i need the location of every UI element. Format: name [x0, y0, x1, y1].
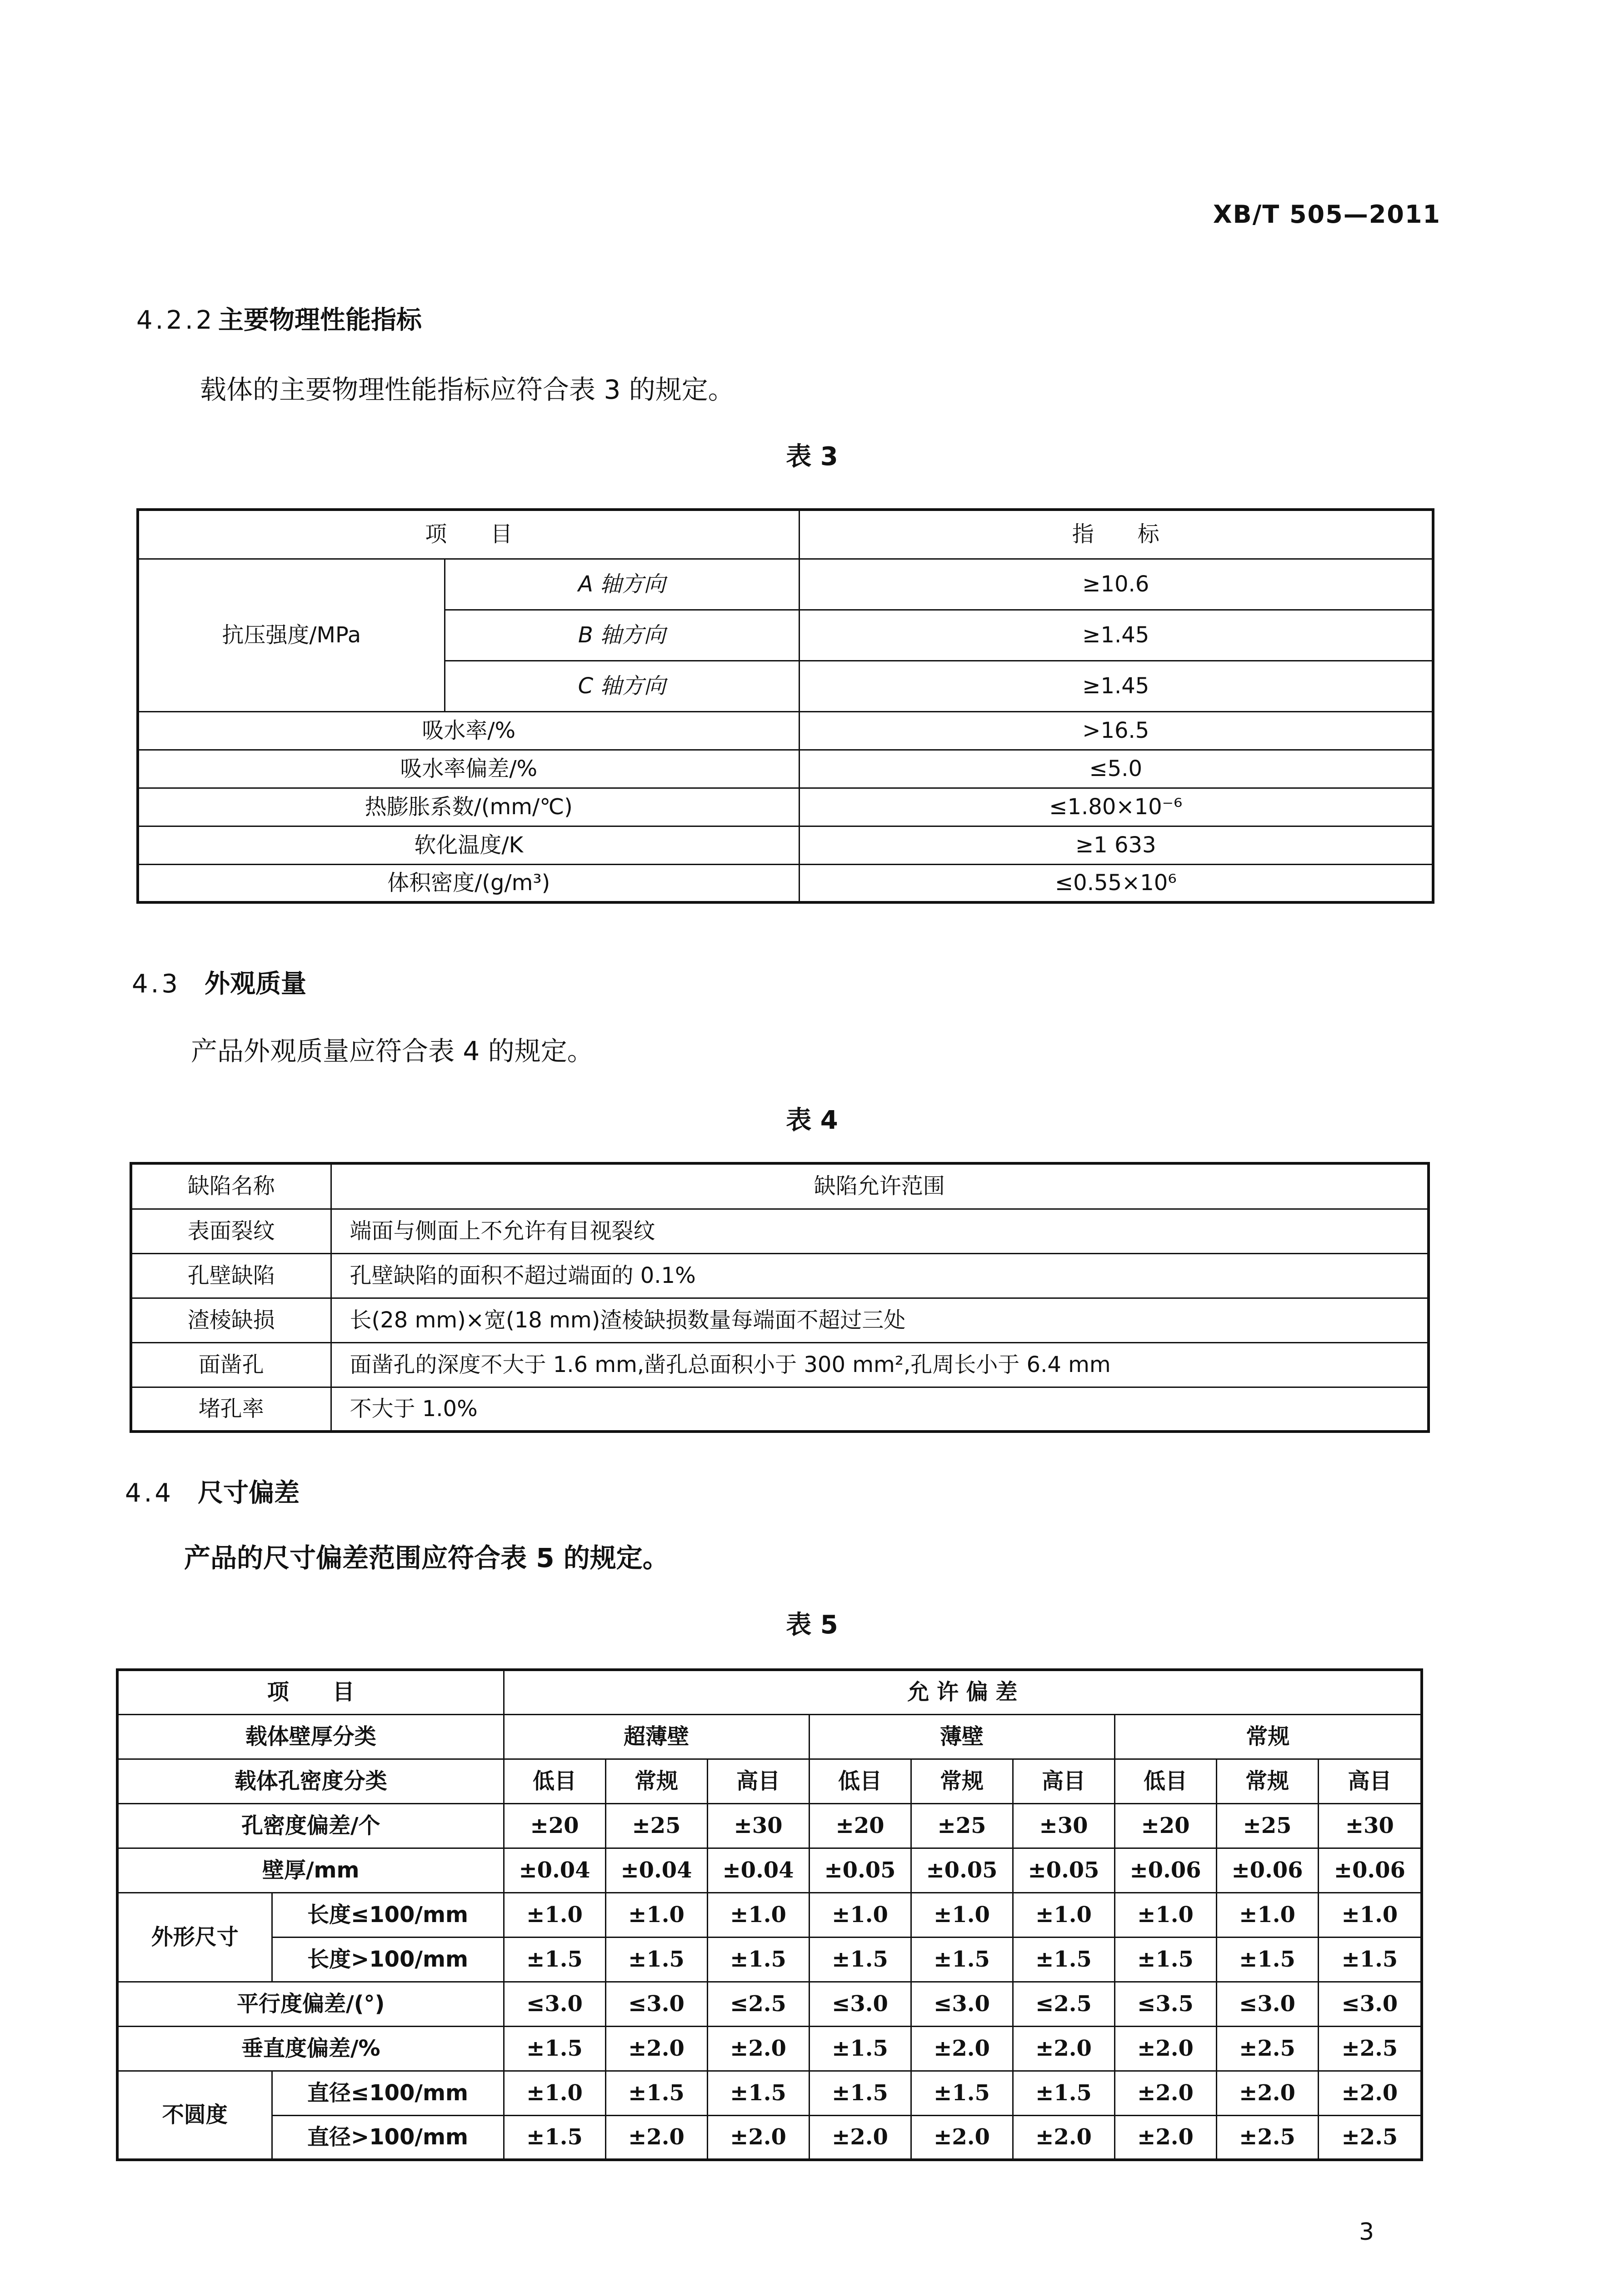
table-row [131, 1387, 1429, 1432]
value-cell: >16.5 [799, 711, 1433, 750]
value-cell: ≤3.0 [911, 1982, 1013, 2026]
value-cell: ≤3.0 [1216, 1982, 1318, 2026]
section-4-2-2-heading [136, 300, 422, 336]
table-4 [130, 1162, 1430, 1433]
value-cell: ±2.0 [1013, 2115, 1114, 2160]
wall-class-label: 载体壁厚分类 [117, 1714, 504, 1759]
table-row [117, 1848, 1422, 1892]
value-cell: ≤2.5 [707, 1982, 809, 2026]
value-cell: ±2.0 [809, 2115, 911, 2160]
table-row [138, 750, 1433, 788]
section-title: 主要物理性能指标 [218, 305, 422, 335]
value-cell: ±2.0 [605, 2026, 707, 2071]
value-cell: ±2.0 [1114, 2071, 1216, 2115]
row-group-label-cell: 外形尺寸 [117, 1892, 272, 1982]
value-cell: ±2.0 [911, 2115, 1013, 2160]
table-row [117, 2026, 1422, 2071]
value-cell: ±1.5 [707, 2071, 809, 2115]
row-label-cell: 平行度偏差/(°) [117, 1982, 504, 2026]
value-cell: ±1.5 [1013, 2071, 1114, 2115]
value-cell: ≤1.80×10⁻⁶ [799, 788, 1433, 826]
defect-range-cell: 孔壁缺陷的面积不超过端面的 0.1% [331, 1253, 1429, 1298]
value-cell: ±20 [809, 1803, 911, 1848]
value-cell: ±2.5 [1318, 2115, 1422, 2160]
value-cell: ±1.5 [911, 1937, 1013, 1982]
value-cell: ±1.0 [1318, 1892, 1422, 1937]
section-title: 尺寸偏差 [198, 1478, 300, 1508]
section-title: 外观质量 [205, 969, 306, 999]
page-number: 3 [1359, 2218, 1374, 2246]
value-cell: ±0.05 [1013, 1848, 1114, 1892]
table-5-header-row [117, 1670, 1422, 1714]
value-cell: ≤3.0 [605, 1982, 707, 2026]
value-cell: ±1.0 [1114, 1892, 1216, 1937]
value-cell: ±1.5 [1318, 1937, 1422, 1982]
compress-strength-label: 抗压强度/MPa [138, 559, 445, 711]
defect-range-cell: 长(28 mm)×宽(18 mm)渣棱缺损数量每端面不超过三处 [331, 1298, 1429, 1342]
value-cell: ±0.06 [1318, 1848, 1422, 1892]
table-row [131, 1209, 1429, 1253]
table-row [138, 559, 1433, 610]
table-4-caption: 表 4 [786, 1106, 838, 1135]
value-cell: ≤3.0 [1318, 1982, 1422, 2026]
value-cell: ≤0.55×10⁶ [799, 864, 1433, 902]
value-cell: ±1.5 [504, 1937, 605, 1982]
row-label-cell: 垂直度偏差/% [117, 2026, 504, 2071]
row-sub-label-cell: 长度≤100/mm [272, 1892, 504, 1937]
value-cell: ≥10.6 [799, 559, 1433, 610]
value-cell: ±1.5 [809, 2071, 911, 2115]
density-class-row [117, 1759, 1422, 1803]
value-cell: ±2.0 [1114, 2026, 1216, 2071]
defect-name-cell: 堵孔率 [131, 1387, 331, 1432]
table-row [117, 2071, 1422, 2115]
value-cell: ±25 [1216, 1803, 1318, 1848]
value-cell: ±1.0 [809, 1892, 911, 1937]
table-row [138, 864, 1433, 902]
value-cell: 高目 [1013, 1759, 1114, 1803]
table-header-cell: 缺陷允许范围 [331, 1163, 1429, 1209]
value-cell: ±1.5 [1216, 1937, 1318, 1982]
value-cell: ±2.0 [1013, 2026, 1114, 2071]
value-cell: ±2.0 [707, 2026, 809, 2071]
table-row [117, 1892, 1422, 1937]
table-header-cell: 允 许 偏 差 [504, 1670, 1422, 1714]
defect-range-cell: 端面与侧面上不允许有目视裂纹 [331, 1209, 1429, 1253]
table-row [138, 788, 1433, 826]
value-cell: ±20 [1114, 1803, 1216, 1848]
value-cell: ±0.05 [809, 1848, 911, 1892]
value-cell: ≤3.0 [809, 1982, 911, 2026]
table-3-caption: 表 3 [786, 442, 838, 471]
value-cell: ±1.5 [504, 2115, 605, 2160]
value-cell: ±1.5 [911, 2071, 1013, 2115]
value-cell: ±1.0 [1216, 1892, 1318, 1937]
value-cell: 低目 [504, 1759, 605, 1803]
defect-range-cell: 面凿孔的深度不大于 1.6 mm,凿孔总面积小于 300 mm²,孔周长小于 6.4 mm [331, 1342, 1429, 1387]
value-cell: ±0.04 [605, 1848, 707, 1892]
value-cell: ±1.0 [911, 1892, 1013, 1937]
value-cell: 低目 [809, 1759, 911, 1803]
section-4-3-text: 产品外观质量应符合表 4 的规定。 [191, 1036, 594, 1066]
table-header-cell: 项 目 [138, 510, 799, 559]
table-header-cell: 指 标 [799, 510, 1433, 559]
value-cell: ±1.0 [1013, 1892, 1114, 1937]
value-cell: ±1.5 [1114, 1937, 1216, 1982]
section-4-4-text: 产品的尺寸偏差范围应符合表 5 的规定。 [184, 1542, 669, 1573]
value-cell: ≥1.45 [799, 610, 1433, 661]
value-cell: ±0.04 [707, 1848, 809, 1892]
value-cell: ±2.5 [1216, 2115, 1318, 2160]
axis-cell: B 轴方向 [445, 610, 799, 661]
value-cell: ±2.0 [707, 2115, 809, 2160]
table-row [138, 711, 1433, 750]
value-cell: ±2.0 [1318, 2071, 1422, 2115]
item-cell: 热膨胀系数/(mm/℃) [138, 788, 799, 826]
value-cell: ±0.06 [1114, 1848, 1216, 1892]
value-cell: ±1.0 [707, 1892, 809, 1937]
value-cell: ±20 [504, 1803, 605, 1848]
table-header-cell: 缺陷名称 [131, 1163, 331, 1209]
row-label-cell: 壁厚/mm [117, 1848, 504, 1892]
wall-class-cell: 常规 [1114, 1714, 1422, 1759]
value-cell: ±2.0 [605, 2115, 707, 2160]
value-cell: ±30 [1013, 1803, 1114, 1848]
value-cell: ±30 [1318, 1803, 1422, 1848]
value-cell: ±2.0 [911, 2026, 1013, 2071]
table-3-header-row [138, 510, 1433, 559]
value-cell: ±1.5 [809, 1937, 911, 1982]
wall-class-cell: 薄壁 [809, 1714, 1114, 1759]
value-cell: ≤3.5 [1114, 1982, 1216, 2026]
value-cell: ±2.5 [1318, 2026, 1422, 2071]
row-label-cell: 载体孔密度分类 [117, 1759, 504, 1803]
axis-cell: C 轴方向 [445, 661, 799, 711]
defect-range-cell: 不大于 1.0% [331, 1387, 1429, 1432]
value-cell: ±1.5 [1013, 1937, 1114, 1982]
section-4-2-2-text: 载体的主要物理性能指标应符合表 3 的规定。 [200, 374, 735, 405]
table-row [117, 1803, 1422, 1848]
axis-cell: A 轴方向 [445, 559, 799, 610]
item-cell: 吸水率偏差/% [138, 750, 799, 788]
defect-name-cell: 表面裂纹 [131, 1209, 331, 1253]
value-cell: ±1.5 [605, 1937, 707, 1982]
value-cell: ≥1.45 [799, 661, 1433, 711]
table-4-header-row [131, 1163, 1429, 1209]
defect-name-cell: 面凿孔 [131, 1342, 331, 1387]
defect-name-cell: 渣棱缺损 [131, 1298, 331, 1342]
value-cell: ±1.5 [707, 1937, 809, 1982]
row-sub-label-cell: 直径≤100/mm [272, 2071, 504, 2115]
table-row [131, 1253, 1429, 1298]
table-row [131, 1342, 1429, 1387]
table-5 [116, 1668, 1423, 2161]
value-cell: ±1.0 [504, 1892, 605, 1937]
section-4-3-heading [132, 964, 306, 1000]
row-sub-label-cell: 直径>100/mm [272, 2115, 504, 2160]
value-cell: ≤2.5 [1013, 1982, 1114, 2026]
value-cell: ±1.0 [605, 1892, 707, 1937]
value-cell: ±25 [911, 1803, 1013, 1848]
table-row [131, 1298, 1429, 1342]
value-cell: ±1.5 [504, 2026, 605, 2071]
row-group-label-cell: 不圆度 [117, 2071, 272, 2160]
item-cell: 软化温度/K [138, 826, 799, 864]
table-row [117, 2115, 1422, 2160]
table-5-caption: 表 5 [786, 1610, 838, 1640]
value-cell: ≤5.0 [799, 750, 1433, 788]
table-3 [136, 508, 1434, 904]
value-cell: ±2.0 [1216, 2071, 1318, 2115]
defect-name-cell: 孔壁缺陷 [131, 1253, 331, 1298]
section-number: 4.4 [125, 1478, 174, 1508]
value-cell: ±2.5 [1216, 2026, 1318, 2071]
value-cell: ±0.05 [911, 1848, 1013, 1892]
section-number: 4.2.2 [136, 305, 215, 335]
value-cell: ±1.5 [605, 2071, 707, 2115]
wall-class-cell: 超薄壁 [504, 1714, 809, 1759]
row-label-cell: 孔密度偏差/个 [117, 1803, 504, 1848]
value-cell: 低目 [1114, 1759, 1216, 1803]
wall-class-row [117, 1714, 1422, 1759]
value-cell: ≥1 633 [799, 826, 1433, 864]
value-cell: ±2.0 [1114, 2115, 1216, 2160]
table-header-cell: 项 目 [117, 1670, 504, 1714]
section-4-4-heading [125, 1473, 300, 1509]
row-sub-label-cell: 长度>100/mm [272, 1937, 504, 1982]
value-cell: ≤3.0 [504, 1982, 605, 2026]
value-cell: 高目 [707, 1759, 809, 1803]
section-number: 4.3 [132, 969, 181, 999]
value-cell: 常规 [605, 1759, 707, 1803]
value-cell: ±0.06 [1216, 1848, 1318, 1892]
item-cell: 体积密度/(g/m³) [138, 864, 799, 902]
table-row [138, 826, 1433, 864]
value-cell: 高目 [1318, 1759, 1422, 1803]
item-cell: 吸水率/% [138, 711, 799, 750]
value-cell: ±25 [605, 1803, 707, 1848]
value-cell: 常规 [911, 1759, 1013, 1803]
value-cell: ±0.04 [504, 1848, 605, 1892]
table-row [117, 1937, 1422, 1982]
table-row [117, 1982, 1422, 2026]
value-cell: ±1.5 [809, 2026, 911, 2071]
value-cell: ±1.0 [504, 2071, 605, 2115]
standard-code: XB/T 505—2011 [1213, 200, 1441, 229]
value-cell: 常规 [1216, 1759, 1318, 1803]
value-cell: ±30 [707, 1803, 809, 1848]
